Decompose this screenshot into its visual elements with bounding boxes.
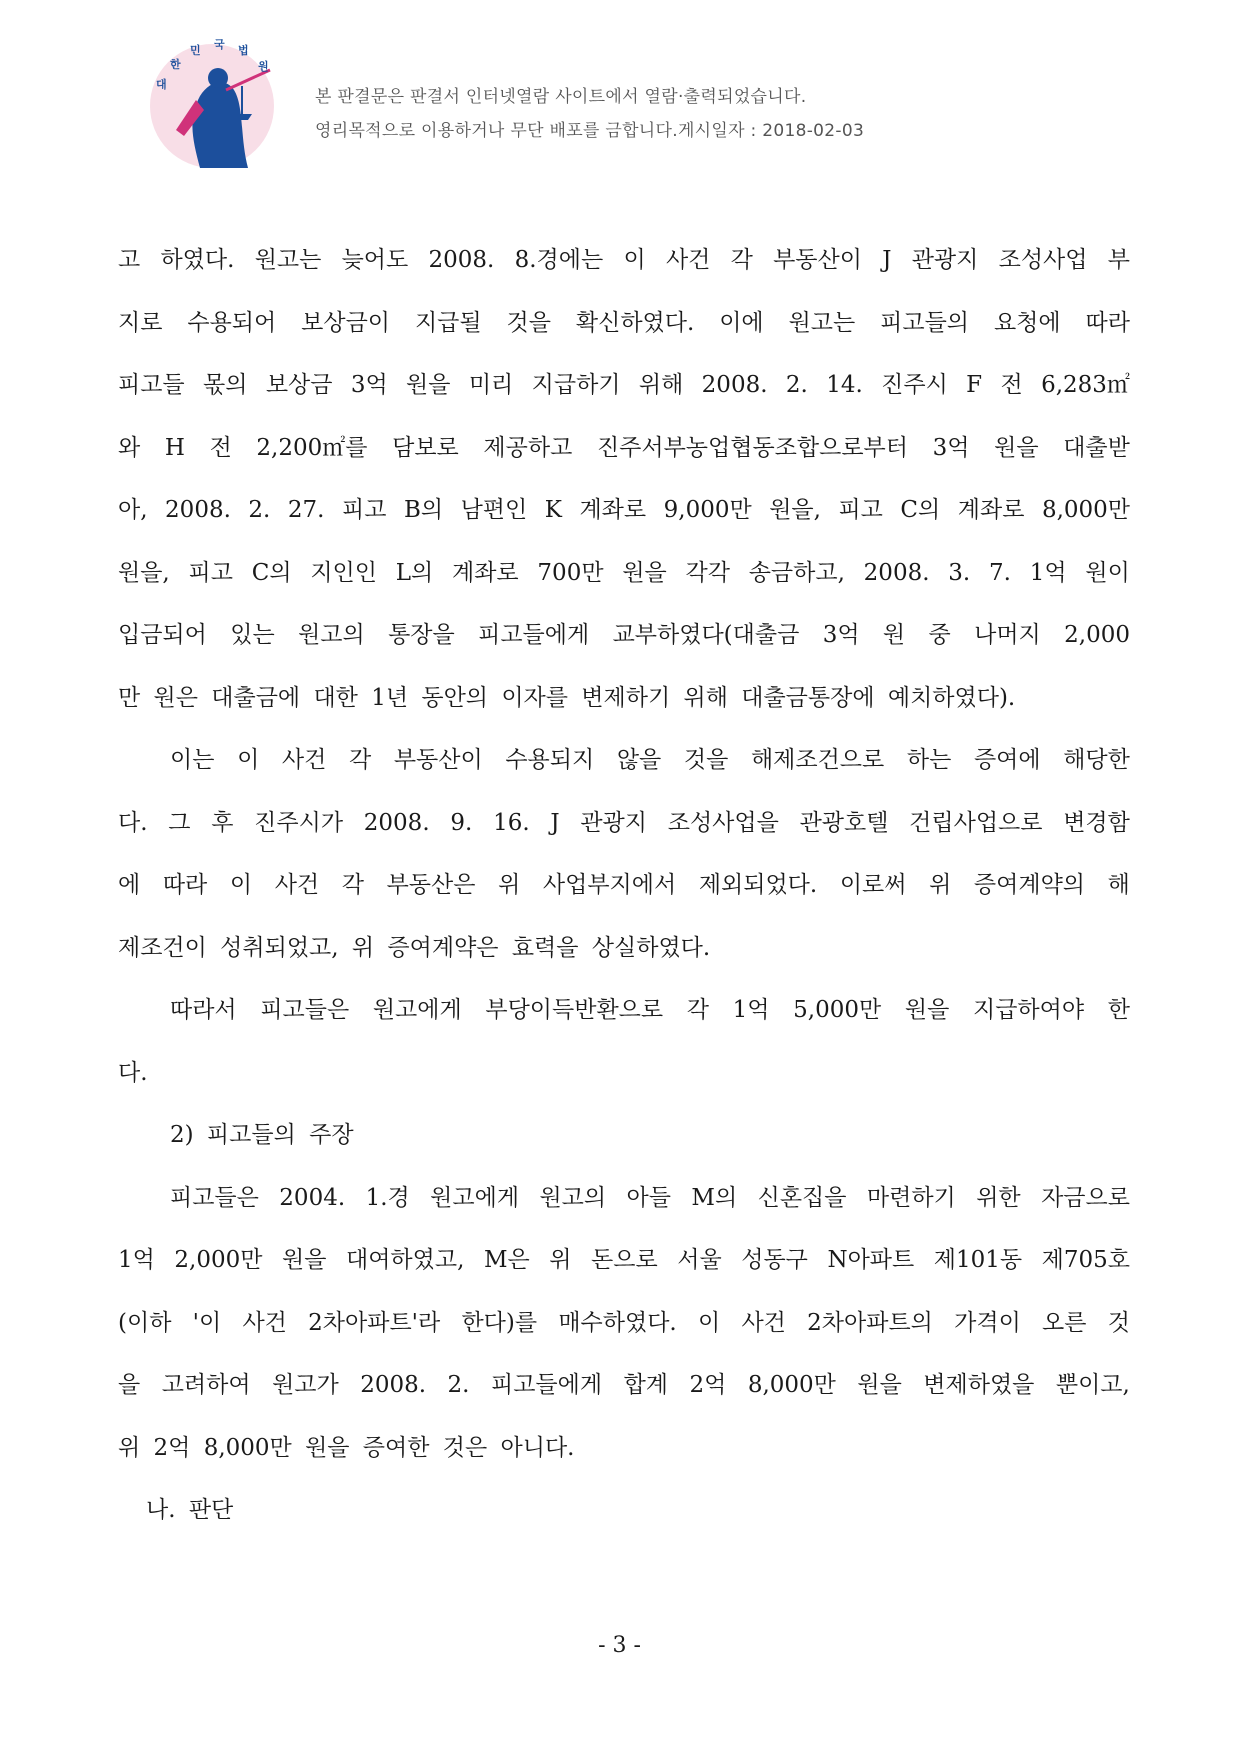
text-line: 제조건이 성취되었고, 위 증여계약은 효력을 상실하였다. xyxy=(118,934,711,961)
text-line: 입금되어 있는 원고의 통장을 피고들에게 교부하였다(대출금 3억 원 중 나머지 2,000 xyxy=(118,622,1130,648)
text-line: 다. 그 후 진주시가 2008. 9. 16. J 관광지 조성사업을 관광호텔 건립사업으로 변경함 xyxy=(118,809,1130,836)
text-line: 피고들 몫의 보상금 3억 원을 미리 지급하기 위해 2008. 2. 14. 진주시 F 전 6,283㎡ xyxy=(118,372,1130,398)
text-line: 위 2억 8,000만 원을 증여한 것은 아니다. xyxy=(118,1434,575,1461)
notice-line-2: 영리목적으로 이용하거나 무단 배포를 금합니다.게시일자 : 2018-02-03 xyxy=(315,121,865,141)
usage-notice xyxy=(315,80,864,148)
page-header xyxy=(130,18,1130,178)
text-line: 만 원은 대출금에 대한 1년 동안의 이자를 변제하기 위해 대출금통장에 예치하였다). xyxy=(118,684,1016,711)
text-line: 나. 판단 xyxy=(146,1497,234,1523)
svg-text:민: 민 xyxy=(190,44,201,57)
text-line: 고 하였다. 원고는 늦어도 2008. 8.경에는 이 사건 각 부동산이 J 관광지 조성사업 부 xyxy=(118,247,1130,273)
text-line: 따라서 피고들은 원고에게 부당이득반환으로 각 1억 5,000만 원을 지급하여야 한 xyxy=(170,997,1130,1023)
svg-text:원: 원 xyxy=(258,60,269,73)
text-line: 원을, 피고 C의 지인인 L의 계좌로 700만 원을 각각 송금하고, 2008. 3. 7. 1억 원이 xyxy=(118,559,1130,586)
text-line: 다. xyxy=(118,1059,148,1086)
text-line: 을 고려하여 원고가 2008. 2. 피고들에게 합계 2억 8,000만 원을 변제하였을 뿐이고, xyxy=(118,1372,1130,1398)
page-number: - 3 - xyxy=(598,1633,641,1658)
judgment-body xyxy=(118,240,1130,1553)
svg-text:국: 국 xyxy=(214,38,225,51)
svg-text:한: 한 xyxy=(170,58,181,71)
svg-text:대: 대 xyxy=(156,78,167,91)
text-line: 지로 수용되어 보상금이 지급될 것을 확신하였다. 이에 원고는 피고들의 요청에 따라 xyxy=(118,309,1130,336)
svg-text:법: 법 xyxy=(238,44,249,57)
notice-line-1: 본 판결문은 판결서 인터넷열람 사이트에서 열람·출력되었습니다. xyxy=(315,87,807,107)
text-line: 이는 이 사건 각 부동산이 수용되지 않을 것을 해제조건으로 하는 증여에 해당한 xyxy=(170,747,1130,773)
text-line: 2) 피고들의 주장 xyxy=(170,1122,354,1148)
text-line: 아, 2008. 2. 27. 피고 B의 남편인 K 계좌로 9,000만 원을, 피고 C의 계좌로 8,000만 xyxy=(118,497,1130,523)
court-emblem-logo xyxy=(130,18,295,183)
text-line: 와 H 전 2,200㎡를 담보로 제공하고 진주서부농업협동조합으로부터 3억 원을 대출받 xyxy=(118,434,1130,461)
text-line: 1억 2,000만 원을 대여하였고, M은 위 돈으로 서울 성동구 N아파트 제101동 제705호 xyxy=(118,1247,1130,1273)
text-line: 에 따라 이 사건 각 부동산은 위 사업부지에서 제외되었다. 이로써 위 증여계약의 해 xyxy=(118,872,1130,898)
text-line: (이하 '이 사건 2차아파트'라 한다)를 매수하였다. 이 사건 2차아파트의 가격이 오른 것 xyxy=(118,1309,1130,1336)
text-line: 피고들은 2004. 1.경 원고에게 원고의 아들 M의 신혼집을 마련하기 위한 자금으로 xyxy=(170,1184,1130,1211)
